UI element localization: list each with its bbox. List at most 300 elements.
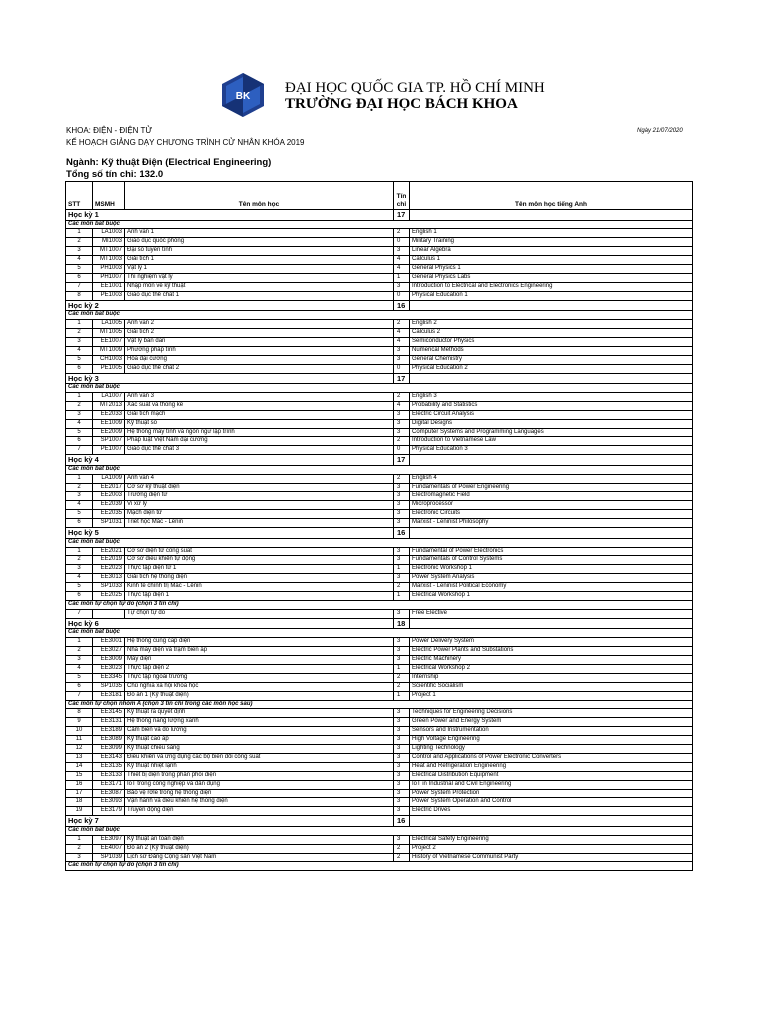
course-code: LA1005 [93,320,125,329]
table-row [66,483,693,492]
course-name: Đồ án 2 (Kỹ thuật điện) [125,844,394,853]
document-date: Ngày 21/07/2020 [637,128,683,134]
course-stt: 3 [66,565,93,574]
course-english-name: History of Vietnamese Communist Party [410,853,693,862]
semester-row [66,455,693,466]
school-name: TRƯỜNG ĐẠI HỌC BÁCH KHOA [285,96,518,112]
course-credits: 0 [394,291,410,300]
table-row [66,428,693,437]
course-code: EE3027 [93,647,125,656]
table-row [66,727,693,736]
course-english-name: Power System Analysis [410,574,693,583]
course-name: Thực tập điện tử 1 [125,565,394,574]
course-english-name: High Voltage Engineering [410,736,693,745]
course-credits: 2 [394,853,410,862]
table-row [66,691,693,700]
table-row [66,265,693,274]
course-english-name: Microprocessor [410,501,693,510]
course-credits: 3 [394,771,410,780]
table-row [66,655,693,664]
semester-credits: 17 [394,210,410,221]
course-stt: 1 [66,547,93,556]
course-stt: 3 [66,410,93,419]
course-english-name: English 1 [410,229,693,238]
course-code: EE3001 [93,638,125,647]
course-english-name: General Chemistry [410,355,693,364]
course-credits: 3 [394,247,410,256]
course-english-name: Project 1 [410,691,693,700]
course-stt: 13 [66,753,93,762]
course-credits: 3 [394,346,410,355]
course-code: EE3009 [93,655,125,664]
table-row [66,392,693,401]
course-name: Bảo vệ rơle trong hệ thống điện [125,789,394,798]
course-stt: 6 [66,592,93,601]
course-credits: 3 [394,609,410,618]
table-row [66,844,693,853]
group-label: Các môn tự chọn tự do (chọn 3 tín chỉ) [66,600,693,609]
course-code: EE3181 [93,691,125,700]
semester-blank [410,373,693,384]
table-row [66,780,693,789]
course-credits: 3 [394,638,410,647]
course-english-name: Physical Education 3 [410,446,693,455]
course-english-name: Fundamentals of Control Systems [410,556,693,565]
course-code: EE2021 [93,547,125,556]
course-english-name: Electrical Safety Engineering [410,835,693,844]
course-code: EE3087 [93,789,125,798]
course-stt: 11 [66,736,93,745]
course-name: Hệ thống năng lượng xanh [125,718,394,727]
course-stt: 4 [66,574,93,583]
course-credits: 1 [394,565,410,574]
course-code: PE1003 [93,291,125,300]
table-row [66,753,693,762]
course-credits: 3 [394,835,410,844]
group-row [66,538,693,547]
course-english-name: Military Training [410,238,693,247]
course-credits: 2 [394,320,410,329]
group-row [66,826,693,835]
course-credits: 3 [394,510,410,519]
faculty: KHOA: ĐIỆN - ĐIỆN TỬ [66,126,153,135]
course-english-name: Calculus 1 [410,256,693,265]
table-row [66,238,693,247]
table-header [66,182,693,210]
course-code: EE3131 [93,718,125,727]
course-credits: 0 [394,238,410,247]
table-row [66,647,693,656]
table-row [66,673,693,682]
course-name: Trường điện từ [125,492,394,501]
table-row [66,519,693,528]
course-stt: 12 [66,745,93,754]
table-row [66,547,693,556]
course-credits: 3 [394,547,410,556]
table-row [66,328,693,337]
course-english-name: Heat and Refrigeration Engineering [410,762,693,771]
course-stt: 3 [66,337,93,346]
course-credits: 3 [394,647,410,656]
course-english-name: Calculus 2 [410,328,693,337]
course-english-name: Semiconductor Physics [410,337,693,346]
course-stt: 8 [66,709,93,718]
course-code: EE3135 [93,762,125,771]
semester-label: Học kỳ 4 [66,455,394,466]
course-name: Anh văn 1 [125,229,394,238]
course-name: Giải tích 1 [125,256,394,265]
course-stt: 10 [66,727,93,736]
table-row [66,355,693,364]
table-row [66,762,693,771]
course-english-name: Techniques for Engineering Decisions [410,709,693,718]
course-stt: 4 [66,256,93,265]
course-english-name: English 4 [410,474,693,483]
course-stt: 6 [66,364,93,373]
course-stt: 7 [66,609,93,618]
course-name: Giải tích hệ thống điện [125,574,394,583]
bk-logo [220,72,266,118]
course-stt: 3 [66,247,93,256]
semester-label: Học kỳ 6 [66,618,394,629]
course-credits: 3 [394,355,410,364]
course-name: Đại số tuyến tính [125,247,394,256]
course-english-name: Introduction to Vietnamese Law [410,437,693,446]
table-row [66,771,693,780]
course-credits: 3 [394,556,410,565]
course-name: Thiết bị điện trong phân phối điện [125,771,394,780]
table-row [66,229,693,238]
course-stt: 1 [66,392,93,401]
course-name: Tự chọn tự do [125,609,394,618]
course-english-name: Electric Power Plants and Substations [410,647,693,656]
course-english-name: Probability and Statistics [410,401,693,410]
course-code [93,609,125,618]
semester-blank [410,618,693,629]
header-name: Tên môn học [125,182,394,210]
course-name: Thực tập điện 1 [125,592,394,601]
course-credits: 2 [394,474,410,483]
course-stt: 6 [66,519,93,528]
course-credits: 3 [394,655,410,664]
course-english-name: Electromagnetic Field [410,492,693,501]
course-english-name: Electronic Circuits [410,510,693,519]
course-code: EE1001 [93,282,125,291]
course-english-name: Power Delivery System [410,638,693,647]
group-row [66,600,693,609]
course-english-name: English 3 [410,392,693,401]
course-stt: 3 [66,853,93,862]
course-credits: 1 [394,592,410,601]
course-code: EE2017 [93,483,125,492]
table-row [66,337,693,346]
course-code: MI1003 [93,238,125,247]
course-credits: 1 [394,273,410,282]
course-english-name: Physical Education 2 [410,364,693,373]
semester-row [66,300,693,311]
course-code: EE3013 [93,574,125,583]
table-row [66,492,693,501]
course-stt: 9 [66,718,93,727]
table-row [66,556,693,565]
course-stt: 5 [66,355,93,364]
course-name: Kỹ thuật cao áp [125,736,394,745]
header-english: Tên môn học tiếng Anh [410,182,693,210]
course-name: Thực tập điện 2 [125,664,394,673]
course-code: CH1003 [93,355,125,364]
course-name: IoT trong công nghiệp và dân dụng [125,780,394,789]
course-english-name: Computer Systems and Programming Languages [410,428,693,437]
course-code: SP1007 [93,437,125,446]
course-credits: 1 [394,691,410,700]
table-row [66,410,693,419]
university-name: ĐẠI HỌC QUỐC GIA TP. HỒ CHÍ MINH [285,80,545,96]
course-english-name: General Physics 1 [410,265,693,274]
course-english-name: Sensors and Instrumentation [410,727,693,736]
course-code: MT1007 [93,247,125,256]
semester-row [66,373,693,384]
course-stt: 8 [66,291,93,300]
course-stt: 5 [66,428,93,437]
course-credits: 4 [394,265,410,274]
group-row [66,629,693,638]
course-english-name: English 2 [410,320,693,329]
course-code: EE2003 [93,492,125,501]
course-code: EE3099 [93,745,125,754]
course-name: Pháp luật Việt Nam đại cương [125,437,394,446]
group-label: Các môn bắt buộc [66,826,693,835]
semester-label: Học kỳ 2 [66,300,394,311]
course-code: EE3089 [93,736,125,745]
course-name: Anh văn 2 [125,320,394,329]
course-name: Lịch sử Đảng Cộng sản Việt Nam [125,853,394,862]
course-code: MT1003 [93,256,125,265]
course-english-name: Scientific Socialism [410,682,693,691]
course-name: Hệ thống cung cấp điện [125,638,394,647]
course-name: Kỹ thuật nhiệt lạnh [125,762,394,771]
table-row [66,320,693,329]
course-credits: 3 [394,762,410,771]
course-credits: 2 [394,682,410,691]
course-stt: 7 [66,446,93,455]
course-code: EE3171 [93,780,125,789]
header-stt: STT [66,182,93,210]
course-name: Cơ sở kỹ thuật điện [125,483,394,492]
course-credits: 2 [394,229,410,238]
course-code: SP1033 [93,583,125,592]
group-label: Các môn tự chọn nhóm A (chọn 3 tín chỉ trong các môn học sau) [66,700,693,709]
group-row [66,700,693,709]
group-label: Các môn bắt buộc [66,384,693,393]
course-code: EE4007 [93,844,125,853]
course-name: Anh văn 3 [125,392,394,401]
semester-label: Học kỳ 3 [66,373,394,384]
semester-credits: 18 [394,618,410,629]
course-credits: 4 [394,337,410,346]
semester-row [66,618,693,629]
table-row [66,565,693,574]
semester-label: Học kỳ 7 [66,816,394,827]
course-stt: 2 [66,401,93,410]
course-credits: 3 [394,492,410,501]
course-name: Kỹ thuật chiếu sáng [125,745,394,754]
course-name: Giải tích 2 [125,328,394,337]
course-stt: 7 [66,282,93,291]
course-english-name: Control and Applications of Power Electronic Converters [410,753,693,762]
course-stt: 6 [66,437,93,446]
bk-logo-text: BK [235,91,251,102]
semester-blank [410,816,693,827]
table-row [66,709,693,718]
table-row [66,401,693,410]
group-label: Các môn tự chọn tự do (chọn 3 tín chỉ) [66,862,693,871]
group-row [66,311,693,320]
course-stt: 1 [66,229,93,238]
course-stt: 19 [66,807,93,816]
header-msmh: MSMH [93,182,125,210]
group-label: Các môn bắt buộc [66,220,693,229]
course-stt: 1 [66,835,93,844]
semester-credits: 16 [394,300,410,311]
course-credits: 3 [394,745,410,754]
course-english-name: Numerical Methods [410,346,693,355]
table-row [66,718,693,727]
course-name: Phương pháp tính [125,346,394,355]
course-english-name: Power System Protection [410,789,693,798]
course-code: SP1031 [93,519,125,528]
course-stt: 2 [66,556,93,565]
semester-blank [410,210,693,221]
table-row [66,437,693,446]
major-title: Ngành: Kỹ thuật Điện (Electrical Engineering) [66,157,272,168]
course-credits: 3 [394,736,410,745]
course-english-name: Power System Operation and Control [410,798,693,807]
table-row [66,736,693,745]
course-stt: 4 [66,664,93,673]
course-code: EE3143 [93,753,125,762]
course-name: Cơ sở điều khiển tự động [125,556,394,565]
course-stt: 4 [66,346,93,355]
course-credits: 3 [394,574,410,583]
semester-row [66,528,693,539]
course-code: EE3179 [93,807,125,816]
course-name: Xác suất và thống kê [125,401,394,410]
course-credits: 3 [394,789,410,798]
course-name: Triết học Mác - Lênin [125,519,394,528]
course-english-name: Marxist - Leninist Political Economy [410,583,693,592]
course-english-name: Lighting Technology [410,745,693,754]
course-credits: 2 [394,392,410,401]
course-name: Giáo dục thể chất 3 [125,446,394,455]
table-row [66,474,693,483]
course-credits: 3 [394,428,410,437]
course-credits: 0 [394,364,410,373]
course-english-name: Electrical Workshop 2 [410,664,693,673]
table-row [66,247,693,256]
table-row [66,583,693,592]
table-row [66,364,693,373]
table-row [66,256,693,265]
course-credits: 3 [394,483,410,492]
table-row [66,609,693,618]
course-name: Giáo dục quốc phòng [125,238,394,247]
semester-label: Học kỳ 5 [66,528,394,539]
course-code: EE3189 [93,727,125,736]
course-code: EE2023 [93,565,125,574]
table-row [66,419,693,428]
course-code: EE2025 [93,592,125,601]
semester-label: Học kỳ 1 [66,210,394,221]
course-code: LA1003 [93,229,125,238]
course-credits: 4 [394,401,410,410]
course-code: EE2009 [93,428,125,437]
course-name: Hóa đại cương [125,355,394,364]
table-row [66,592,693,601]
course-name: Truyền động điện [125,807,394,816]
group-label: Các môn bắt buộc [66,629,693,638]
course-stt: 1 [66,320,93,329]
semester-credits: 16 [394,528,410,539]
course-name: Vật lý 1 [125,265,394,274]
table-row [66,638,693,647]
course-english-name: Electric Circuit Analysis [410,410,693,419]
course-english-name: Linear Algebra [410,247,693,256]
course-name: Thí nghiệm vật lý [125,273,394,282]
course-english-name: Digital Designs [410,419,693,428]
course-name: Hệ thống máy tính và ngôn ngữ lập trình [125,428,394,437]
course-stt: 5 [66,510,93,519]
course-english-name: Green Power and Energy System [410,718,693,727]
table-row [66,273,693,282]
course-name: Điều khiển và ứng dụng các bộ biến đổi công suất [125,753,394,762]
course-stt: 2 [66,844,93,853]
course-code: EE3093 [93,798,125,807]
course-code: EE3345 [93,673,125,682]
course-code: EE2019 [93,556,125,565]
course-name: Mạch điện tử [125,510,394,519]
table-row [66,291,693,300]
course-code: EE3145 [93,709,125,718]
course-stt: 3 [66,492,93,501]
course-stt: 16 [66,780,93,789]
course-credits: 3 [394,798,410,807]
course-english-name: Electric Drives [410,807,693,816]
course-code: LA1009 [93,474,125,483]
course-name: Vật lý bán dẫn [125,337,394,346]
course-name: Nhập môn về kỹ thuật [125,282,394,291]
course-english-name: Introduction to Electrical and Electronics Engineering [410,282,693,291]
course-stt: 7 [66,691,93,700]
course-credits: 3 [394,780,410,789]
course-stt: 6 [66,682,93,691]
course-name: Kỹ thuật an toàn điện [125,835,394,844]
table-row [66,807,693,816]
semester-credits: 16 [394,816,410,827]
table-row [66,446,693,455]
course-credits: 2 [394,583,410,592]
header-credits: Tín chỉ [394,182,410,210]
course-stt: 2 [66,483,93,492]
group-label: Các môn bắt buộc [66,538,693,547]
course-name: Cơ sở điện tử công suất [125,547,394,556]
course-credits: 3 [394,282,410,291]
course-credits: 3 [394,807,410,816]
semester-row [66,210,693,221]
plan-title: KẾ HOẠCH GIẢNG DẠY CHƯƠNG TRÌNH CỬ NHÂN KHÓA 2019 [66,138,305,147]
course-stt: 4 [66,501,93,510]
course-code: PE1007 [93,446,125,455]
course-name: Đồ án 1 (Kỹ thuật điện) [125,691,394,700]
